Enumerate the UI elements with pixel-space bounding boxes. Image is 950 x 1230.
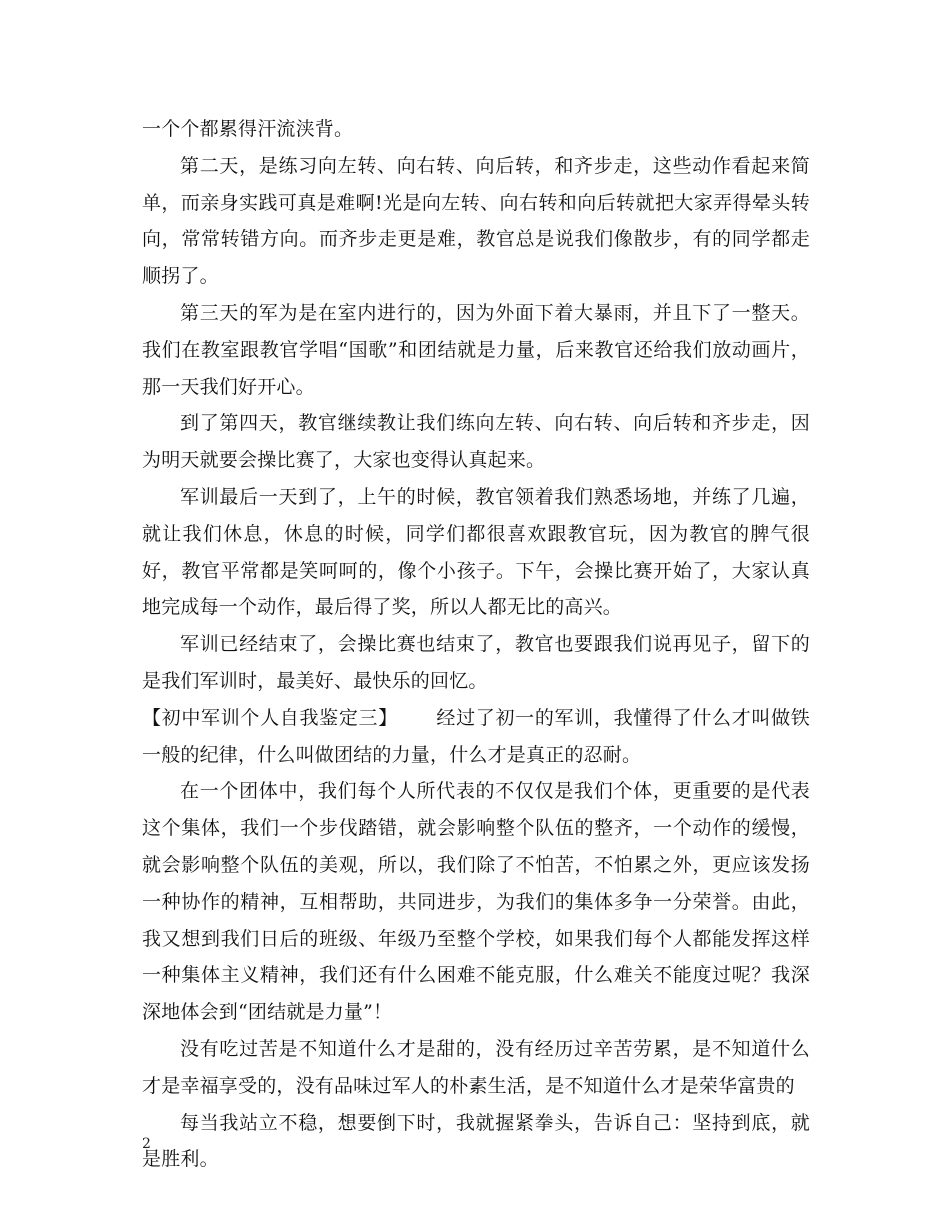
paragraph-perseverance: 每当我站立不稳，想要倒下时，我就握紧拳头，告诉自己：坚持到底，就是胜利。	[142, 1111, 810, 1171]
paragraph-day-two: 第二天，是练习向左转、向右转、向后转，和齐步走，这些动作看起来简单，而亲身实践可真是难啊!光是向左转、向右转和向后转就把大家弄得晕头转向，常常转错方向。而齐步走更是难，教官总是说我们像散步，有的同学都走顺拐了。	[142, 154, 810, 288]
page-number: 2	[142, 1136, 151, 1152]
paragraph-last-day: 军训最后一天到了，上午的时候，教官领着我们熟悉场地，并练了几遍，就让我们休息，休息的时候，同学们都很喜欢跟教官玩，因为教官的脾气很好，教官平常都是笑呵呵的，像个小孩子。下午，会操比赛开始了，大家认真地完成每一个动作，最后得了奖，所以人都无比的高兴。	[142, 485, 810, 619]
paragraph-teamwork: 在一个团体中，我们每个人所代表的不仅仅是我们个体，更重要的是代表这个集体，我们一个步伐踏错，就会影响整个队伍的整齐，一个动作的缓慢，就会影响整个队伍的美观，所以，我们除了不怕苦，不怕累之外，更应该发扬一种协作的精神，互相帮助，共同进步，为我们的集体多争一分荣誉。由此，我又想到我们日后的班级、年级乃至整个学校，如果我们每个人都能发挥这样一种集体主义精神，我们还有什么困难不能克服，什么难关不能度过呢？我深深地体会到“团结就是力量”！	[142, 780, 810, 1024]
paragraph-conclusion: 军训已经结束了，会操比赛也结束了，教官也要跟我们说再见子，留下的是我们军训时，最美好、最快乐的回忆。	[142, 633, 810, 692]
paragraph-day-four: 到了第四天，教官继续教让我们练向左转、向右转、向后转和齐步走，因为明天就要会操比赛了，大家也变得认真起来。	[142, 412, 810, 472]
paragraph-day-three: 第三天的军为是在室内进行的，因为外面下着大暴雨，并且下了一整天。我们在教室跟教官学唱“国歌”和团结就是力量，后来教官还给我们放动画片，那一天我们好开心。	[142, 301, 810, 398]
section-three-paragraph	[142, 700, 810, 774]
paragraph-hardship: 没有吃过苦是不知道什么才是甜的，没有经历过辛苦劳累，是不知道什么才是幸福享受的，没有品味过军人的朴素生活，是不知道什么才是荣华富贵的	[142, 1037, 810, 1097]
document-body	[142, 111, 810, 1178]
section-first-sentence: 经过了初一的军训，我懂得了什么才叫做铁一般的纪律，什么叫做团结的力量，什么才是真正的忍耐。	[142, 706, 810, 766]
section-heading: 【初中军训个人自我鉴定三】	[142, 706, 398, 729]
paragraph-continuation: 一个个都累得汗流浃背。	[142, 118, 354, 140]
